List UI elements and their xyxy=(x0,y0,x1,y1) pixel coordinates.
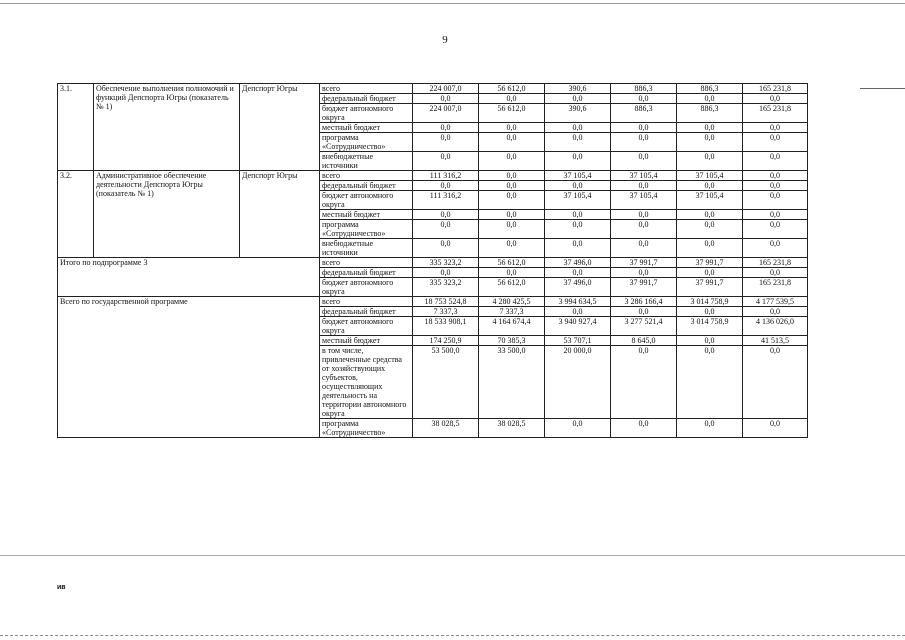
amount-cell: 0,0 xyxy=(743,181,808,191)
funding-source-cell: федеральный бюджет xyxy=(320,307,413,317)
amount-cell: 111 316,2 xyxy=(413,171,479,181)
item-number-cell: 3.1. xyxy=(58,84,94,171)
amount-cell: 37 496,0 xyxy=(545,278,611,297)
amount-cell: 37 991,7 xyxy=(611,278,677,297)
amount-cell: 0,0 xyxy=(611,346,677,419)
amount-cell: 0,0 xyxy=(743,210,808,220)
amount-cell: 0,0 xyxy=(743,152,808,171)
amount-cell: 0,0 xyxy=(545,419,611,438)
amount-cell: 0,0 xyxy=(545,94,611,104)
amount-cell: 0,0 xyxy=(545,181,611,191)
amount-cell: 0,0 xyxy=(479,171,545,181)
item-name-cell: Обеспечение выполнения полномочий и функций Депспорта Югры (показатель № 1) xyxy=(94,84,240,171)
amount-cell: 37 105,4 xyxy=(611,191,677,210)
amount-cell: 56 612,0 xyxy=(479,104,545,123)
amount-cell: 37 991,7 xyxy=(611,258,677,268)
executor-cell: Депспорт Югры xyxy=(240,171,320,258)
amount-cell: 390,6 xyxy=(545,84,611,94)
amount-cell: 0,0 xyxy=(743,123,808,133)
amount-cell: 70 385,3 xyxy=(479,336,545,346)
amount-cell: 0,0 xyxy=(479,239,545,258)
amount-cell: 335 323,2 xyxy=(413,278,479,297)
scan-line-lower xyxy=(0,555,905,556)
amount-cell: 0,0 xyxy=(743,94,808,104)
amount-cell: 33 500,0 xyxy=(479,346,545,419)
amount-cell: 165 231,8 xyxy=(743,84,808,94)
amount-cell: 335 323,2 xyxy=(413,258,479,268)
amount-cell: 3 014 758,9 xyxy=(677,297,743,307)
amount-cell: 224 007,0 xyxy=(413,104,479,123)
amount-cell: 0,0 xyxy=(611,123,677,133)
amount-cell: 0,0 xyxy=(677,123,743,133)
amount-cell: 0,0 xyxy=(413,133,479,152)
funding-source-cell: бюджет автономного округа xyxy=(320,317,413,336)
amount-cell: 0,0 xyxy=(479,268,545,278)
amount-cell: 0,0 xyxy=(743,171,808,181)
amount-cell: 0,0 xyxy=(545,210,611,220)
item-name-cell: Административное обеспечение деятельности Депспорта Югры (показатель № 1) xyxy=(94,171,240,258)
amount-cell: 20 000,0 xyxy=(545,346,611,419)
amount-cell: 886,3 xyxy=(677,104,743,123)
scan-edge-bottom xyxy=(0,635,905,636)
amount-cell: 0,0 xyxy=(545,268,611,278)
funding-source-cell: федеральный бюджет xyxy=(320,94,413,104)
amount-cell: 4 164 674,4 xyxy=(479,317,545,336)
total-label-cell: Итого по подпрограмме 3 xyxy=(58,258,320,297)
amount-cell: 0,0 xyxy=(611,94,677,104)
table-row xyxy=(58,297,808,307)
amount-cell: 886,3 xyxy=(611,104,677,123)
amount-cell: 0,0 xyxy=(413,239,479,258)
amount-cell: 0,0 xyxy=(743,307,808,317)
amount-cell: 0,0 xyxy=(545,123,611,133)
budget-table xyxy=(57,83,808,438)
amount-cell: 56 612,0 xyxy=(479,278,545,297)
table-row xyxy=(58,171,808,181)
amount-cell: 0,0 xyxy=(611,220,677,239)
amount-cell: 4 280 425,5 xyxy=(479,297,545,307)
amount-cell: 0,0 xyxy=(545,307,611,317)
amount-cell: 0,0 xyxy=(545,220,611,239)
amount-cell: 3 994 634,5 xyxy=(545,297,611,307)
amount-cell: 0,0 xyxy=(611,210,677,220)
amount-cell: 56 612,0 xyxy=(479,84,545,94)
footer-mark: ив xyxy=(57,584,66,591)
amount-cell: 0,0 xyxy=(677,336,743,346)
amount-cell: 0,0 xyxy=(611,181,677,191)
amount-cell: 3 940 927,4 xyxy=(545,317,611,336)
amount-cell: 165 231,8 xyxy=(743,258,808,268)
funding-source-cell: программа «Сотрудничество» xyxy=(320,133,413,152)
amount-cell: 0,0 xyxy=(743,191,808,210)
amount-cell: 0,0 xyxy=(413,152,479,171)
amount-cell: 3 286 166,4 xyxy=(611,297,677,307)
amount-cell: 390,6 xyxy=(545,104,611,123)
amount-cell: 0,0 xyxy=(677,152,743,171)
table-row xyxy=(58,84,808,94)
amount-cell: 8 645,0 xyxy=(611,336,677,346)
amount-cell: 0,0 xyxy=(677,181,743,191)
amount-cell: 0,0 xyxy=(677,346,743,419)
funding-source-cell: всего xyxy=(320,297,413,307)
scan-edge-top xyxy=(0,3,905,4)
amount-cell: 18 533 908,1 xyxy=(413,317,479,336)
amount-cell: 37 105,4 xyxy=(545,171,611,181)
amount-cell: 0,0 xyxy=(743,133,808,152)
amount-cell: 3 014 758,9 xyxy=(677,317,743,336)
amount-cell: 38 028,5 xyxy=(479,419,545,438)
amount-cell: 0,0 xyxy=(677,133,743,152)
amount-cell: 0,0 xyxy=(677,210,743,220)
amount-cell: 0,0 xyxy=(677,220,743,239)
amount-cell: 0,0 xyxy=(479,191,545,210)
item-number-cell: 3.2. xyxy=(58,171,94,258)
amount-cell: 0,0 xyxy=(677,239,743,258)
funding-source-cell: местный бюджет xyxy=(320,336,413,346)
funding-source-cell: всего xyxy=(320,258,413,268)
funding-source-cell: бюджет автономного округа xyxy=(320,278,413,297)
amount-cell: 37 991,7 xyxy=(677,258,743,268)
amount-cell: 0,0 xyxy=(479,94,545,104)
executor-cell: Депспорт Югры xyxy=(240,84,320,171)
funding-source-cell: всего xyxy=(320,84,413,94)
amount-cell: 0,0 xyxy=(413,220,479,239)
funding-source-cell: бюджет автономного округа xyxy=(320,191,413,210)
amount-cell: 0,0 xyxy=(413,123,479,133)
amount-cell: 37 105,4 xyxy=(545,191,611,210)
amount-cell: 0,0 xyxy=(611,152,677,171)
amount-cell: 0,0 xyxy=(743,220,808,239)
amount-cell: 0,0 xyxy=(611,419,677,438)
amount-cell: 0,0 xyxy=(743,239,808,258)
funding-source-cell: бюджет автономного округа xyxy=(320,104,413,123)
amount-cell: 37 991,7 xyxy=(677,278,743,297)
table-row xyxy=(58,258,808,268)
amount-cell: 0,0 xyxy=(743,419,808,438)
amount-cell: 0,0 xyxy=(479,133,545,152)
amount-cell: 37 105,4 xyxy=(677,191,743,210)
amount-cell: 165 231,8 xyxy=(743,278,808,297)
amount-cell: 0,0 xyxy=(677,419,743,438)
amount-cell: 174 250,9 xyxy=(413,336,479,346)
amount-cell: 7 337,3 xyxy=(413,307,479,317)
amount-cell: 3 277 521,4 xyxy=(611,317,677,336)
amount-cell: 0,0 xyxy=(611,307,677,317)
amount-cell: 886,3 xyxy=(677,84,743,94)
amount-cell: 53 707,1 xyxy=(545,336,611,346)
page-number: 9 xyxy=(442,34,448,46)
amount-cell: 0,0 xyxy=(743,346,808,419)
funding-source-cell: программа «Сотрудничество» xyxy=(320,220,413,239)
amount-cell: 0,0 xyxy=(677,307,743,317)
funding-source-cell: в том числе, привлеченные средства от хозяйствующих субъектов, осуществляющих деятельность на территории автономного округа xyxy=(320,346,413,419)
budget-table-body xyxy=(58,84,808,438)
scan-edge-right xyxy=(860,88,905,89)
total-label-cell: Всего по государственной программе xyxy=(58,297,320,438)
amount-cell: 41 513,5 xyxy=(743,336,808,346)
amount-cell: 38 028,5 xyxy=(413,419,479,438)
amount-cell: 0,0 xyxy=(545,152,611,171)
amount-cell: 0,0 xyxy=(479,181,545,191)
amount-cell: 37 105,4 xyxy=(677,171,743,181)
funding-source-cell: федеральный бюджет xyxy=(320,268,413,278)
amount-cell: 0,0 xyxy=(677,94,743,104)
amount-cell: 37 496,0 xyxy=(545,258,611,268)
amount-cell: 37 105,4 xyxy=(611,171,677,181)
funding-source-cell: внебюджетные источники xyxy=(320,239,413,258)
amount-cell: 0,0 xyxy=(413,268,479,278)
amount-cell: 224 007,0 xyxy=(413,84,479,94)
funding-source-cell: всего xyxy=(320,171,413,181)
amount-cell: 18 753 524,8 xyxy=(413,297,479,307)
amount-cell: 165 231,8 xyxy=(743,104,808,123)
amount-cell: 0,0 xyxy=(413,181,479,191)
amount-cell: 0,0 xyxy=(479,220,545,239)
amount-cell: 0,0 xyxy=(611,239,677,258)
funding-source-cell: местный бюджет xyxy=(320,210,413,220)
amount-cell: 0,0 xyxy=(611,133,677,152)
amount-cell: 4 136 026,0 xyxy=(743,317,808,336)
amount-cell: 0,0 xyxy=(479,210,545,220)
amount-cell: 0,0 xyxy=(677,268,743,278)
funding-source-cell: программа «Сотрудничество» xyxy=(320,419,413,438)
funding-source-cell: федеральный бюджет xyxy=(320,181,413,191)
amount-cell: 53 500,0 xyxy=(413,346,479,419)
amount-cell: 0,0 xyxy=(743,268,808,278)
funding-source-cell: местный бюджет xyxy=(320,123,413,133)
amount-cell: 7 337,3 xyxy=(479,307,545,317)
amount-cell: 0,0 xyxy=(413,94,479,104)
amount-cell: 0,0 xyxy=(545,133,611,152)
amount-cell: 111 316,2 xyxy=(413,191,479,210)
amount-cell: 56 612,0 xyxy=(479,258,545,268)
amount-cell: 0,0 xyxy=(545,239,611,258)
amount-cell: 0,0 xyxy=(479,123,545,133)
amount-cell: 0,0 xyxy=(413,210,479,220)
amount-cell: 0,0 xyxy=(611,268,677,278)
amount-cell: 0,0 xyxy=(479,152,545,171)
amount-cell: 886,3 xyxy=(611,84,677,94)
amount-cell: 4 177 539,5 xyxy=(743,297,808,307)
funding-source-cell: внебюджетные источники xyxy=(320,152,413,171)
